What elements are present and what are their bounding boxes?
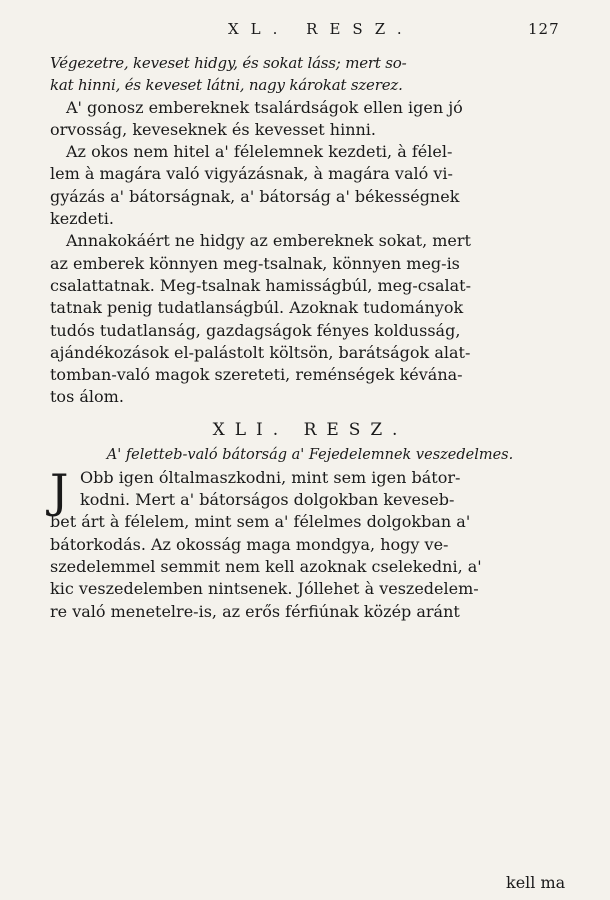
running-head-title: XL. RESZ.	[228, 20, 414, 38]
text-line: tatnak penig tudatlanságbúl. Azoknak tudományok	[50, 298, 464, 318]
text-line: tomban-való magok szereteti, reménségek kévána-	[50, 365, 463, 385]
text-line: Obb igen óltalmaszkodni, mint sem igen bátor-	[80, 467, 461, 487]
text-line: kic veszedelemben nintsenek. Jóllehet à veszedelem-	[50, 579, 479, 599]
text-line: kodni. Mert a' bátorságos dolgokban keveseb-	[80, 490, 455, 510]
text-line: orvosság, keveseknek és kevesset hinni.	[50, 119, 377, 139]
text-line: bet árt à félelem, mint sem a' félelmes dolgokban a'	[50, 512, 471, 532]
chapter-subtitle: A' feletteb-való bátorság a' Fejedelemnek veszedelmes.	[106, 446, 514, 463]
page-number: 127	[528, 20, 560, 38]
text-line: bátorkodás. Az okosság maga mondgya, hogy ve-	[50, 534, 449, 554]
page-body	[50, 52, 570, 623]
text-line: az emberek könnyen meg-tsalnak, könnyen meg-is	[50, 253, 460, 273]
drop-cap: J	[50, 463, 69, 518]
text-line: Végezetre, keveset hidgy, és sokat láss; mert so-	[50, 54, 407, 72]
text-line: kezdeti.	[50, 209, 114, 229]
text-line: Az okos nem hitel a' félelemnek kezdeti, à félel-	[66, 142, 453, 162]
text-line: kat hinni, és keveset látni, nagy károkat szerez.	[50, 76, 403, 95]
text-line: ajándékozások el-palástolt költsön, barátságok alat-	[50, 342, 471, 362]
chapter-paragraph	[50, 463, 570, 623]
chapter-heading: XLI. RESZ.	[212, 419, 408, 440]
text-line: gyázás a' bátorságnak, a' bátorság a' békességnek	[50, 186, 460, 206]
text-line: szedelemmel semmit nem kell azoknak cselekedni, a'	[50, 556, 482, 576]
text-line: lem à magára való vigyázásnak, à magára való vi-	[50, 164, 453, 184]
text-line: tos álom.	[50, 387, 124, 407]
catchword: kell ma	[506, 873, 566, 892]
text-line: Annakokáért ne hidgy az embereknek sokat, mert	[66, 231, 471, 251]
text-line: A' gonosz embereknek tsalárdságok ellen igen jó	[66, 97, 463, 117]
text-line: re való menetelre-is, az erős férfiúnak közép aránt	[50, 601, 460, 621]
text-line: csalattatnak. Meg-tsalnak hamisságbúl, meg-csalat-	[50, 275, 471, 295]
text-line: tudós tudatlanság, gazdagságok fényes koldusság,	[50, 320, 461, 340]
